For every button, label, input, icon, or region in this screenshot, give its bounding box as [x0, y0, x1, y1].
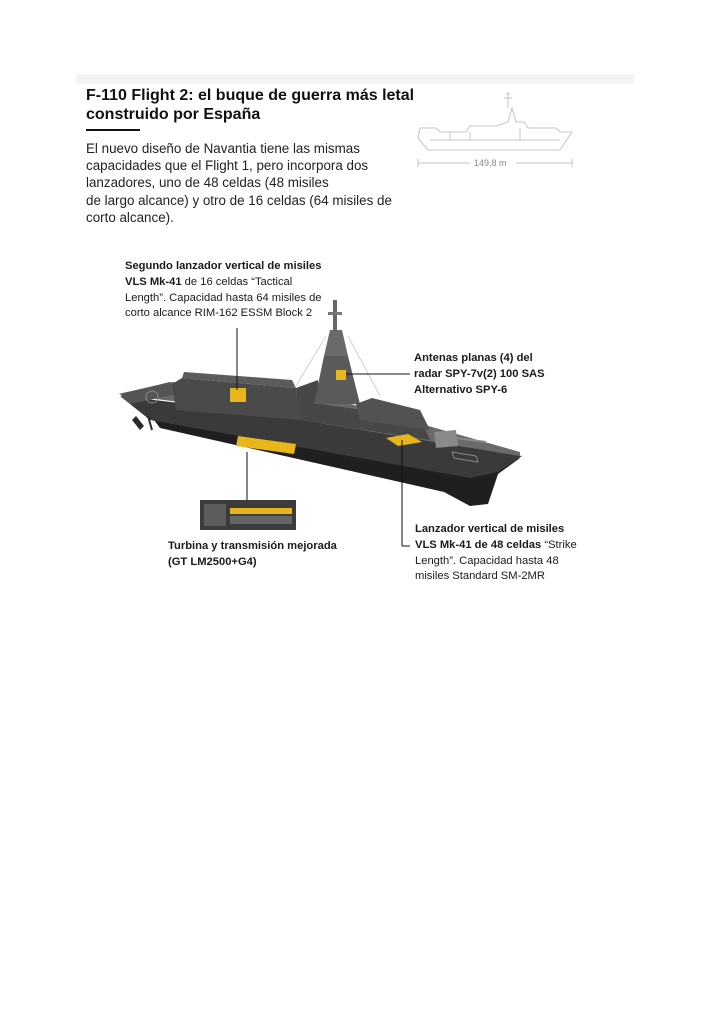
callout-main-launcher-rest: “Strike [541, 538, 577, 551]
callout-second-launcher-bold: VLS Mk-41 [125, 275, 182, 288]
radar-panel-highlight [336, 370, 346, 380]
callout-main-launcher-bold: VLS Mk-41 de 48 celdas [415, 538, 542, 551]
intro-line: corto alcance). [86, 209, 174, 225]
tactical-launcher-highlight [230, 388, 246, 402]
title-line-2: construido por España [86, 106, 261, 123]
callout-second-launcher-line3: Length”. Capacidad hasta 64 misiles de [125, 291, 322, 304]
callout-second-launcher-line4: corto alcance RIM-162 ESSM Block 2 [125, 307, 313, 320]
main-gun [434, 430, 458, 448]
ship-length-label: 149,8 m [474, 158, 507, 168]
callout-main-launcher-line1: Lanzador vertical de misiles [415, 523, 565, 535]
intro-line: lanzadores, uno de 48 celdas (48 misiles [86, 175, 329, 191]
callout-radar-line1: Antenas planas (4) del [414, 352, 533, 364]
callout-turbine-line1: Turbina y transmisión mejorada [168, 540, 337, 552]
callout-radar [414, 351, 545, 398]
intro-line: capacidades que el Flight 1, pero incorpora dos [86, 158, 369, 174]
callout-main-launcher-line4: misiles Standard SM-2MR [415, 570, 545, 583]
intro-line: El nuevo diseño de Navantia tiene las mismas [86, 141, 360, 156]
callout-second-launcher-line2 [125, 275, 322, 291]
intro-line: de largo alcance) y otro de 16 celdas (64 misiles de [86, 192, 392, 208]
callout-radar-line2: radar SPY-7v(2) 100 SAS [414, 367, 545, 380]
callout-second-launcher [125, 259, 322, 322]
callout-radar-line3: Alternativo SPY-6 [414, 383, 508, 396]
callout-turbine [168, 539, 337, 571]
callout-turbine-line2: (GT LM2500+G4) [168, 555, 257, 568]
callout-second-launcher-line1: Segundo lanzador vertical de misiles [125, 260, 322, 272]
title-line-1: F-110 Flight 2: el buque de guerra más letal [86, 87, 415, 104]
callout-second-launcher-rest: de 16 celdas “Tactical [181, 275, 293, 288]
callout-main-launcher-line2 [415, 538, 577, 554]
callout-main-launcher-line3: Length”. Capacidad hasta 48 [415, 554, 559, 567]
callout-main-launcher [415, 522, 577, 585]
